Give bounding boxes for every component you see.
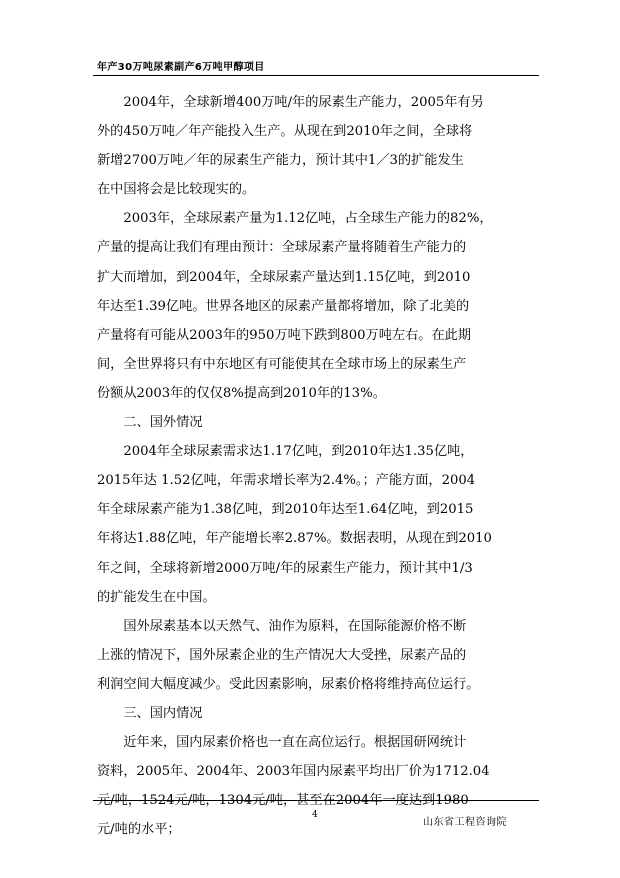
body-line: 资料，2005年、2004年、2003年国内尿素平均出厂价为1712.04 <box>97 764 490 780</box>
body-line: 元/吨，1524元/吨，1304元/吨，甚至在2004年一度达到1980 <box>97 793 469 809</box>
body-line: 2015年达 1.52亿吨，年需求增长率为2.4%。；产能方面，2004 <box>97 473 476 489</box>
body-line: 2004年，全球新增400万吨/年的尿素生产能力，2005年有另 <box>97 95 484 110</box>
footer-organization: 山东省工程咨询院 <box>423 817 507 828</box>
body-line: 上涨的情况下，国外尿素企业的生产情况大大受挫，尿素产品的 <box>97 647 467 663</box>
body-line: 产量将有可能从2003年的950万吨下跌到800万吨左右。在此期 <box>97 327 472 343</box>
body-line: 新增2700万吨／年的尿素生产能力，预计其中1／3的扩能发生 <box>97 153 464 169</box>
body-line: 的扩能发生在中国。 <box>97 589 216 605</box>
body-line: 年之间，全球将新增2000万吨/年的尿素生产能力，预计其中1/3 <box>97 560 473 576</box>
page-number: 4 <box>312 810 318 820</box>
body-line: 国外尿素基本以天然气、油作为原料，在国际能源价格不断 <box>97 618 467 634</box>
body-line: 近年来，国内尿素价格也一直在高位运行。根据国研网统计 <box>97 735 467 751</box>
document-body <box>97 88 543 844</box>
body-line: 产量的提高让我们有理由预计：全球尿素产量将随着生产能力的 <box>97 240 467 256</box>
footer-divider <box>93 800 539 801</box>
body-line: 2004年全球尿素需求达1.17亿吨，到2010年达1.35亿吨， <box>97 444 474 460</box>
section-heading: 二、国外情况 <box>97 415 203 431</box>
section-heading: 三、国内情况 <box>97 705 203 721</box>
body-line: 在中国将会是比较现实的。 <box>97 182 256 198</box>
body-line: 年全球尿素产能为1.38亿吨，到2010年达至1.64亿吨，到2015 <box>97 502 474 518</box>
body-line: 元/吨的水平； <box>97 822 181 838</box>
running-header-title: 年产30万吨尿素副产6万吨甲醇项目 <box>97 62 265 73</box>
header-divider <box>93 75 539 76</box>
body-line: 年达至1.39亿吨。世界各地区的尿素产量都将增加，除了北美的 <box>97 298 470 314</box>
body-line: 2003年，全球尿素产量为1.12亿吨，占全球生产能力的82%， <box>97 211 493 227</box>
body-line: 扩大而增加，到2004年，全球尿素产量达到1.15亿吨，到2010 <box>97 269 471 285</box>
body-line: 外的450万吨／年产能投入生产。从现在到2010年之间，全球将 <box>97 124 473 140</box>
body-line: 间，全世界将只有中东地区有可能使其在全球市场上的尿素生产 <box>97 356 467 372</box>
body-line: 份额从2003年的仅仅8%提高到2010年的13%。 <box>97 385 386 401</box>
body-line: 年将达1.88亿吨，年产能增长率2.87%。数据表明，从现在到2010 <box>97 531 492 547</box>
body-line: 利润空间大幅度减少。受此因素影响，尿素价格将维持高位运行。 <box>97 676 480 692</box>
